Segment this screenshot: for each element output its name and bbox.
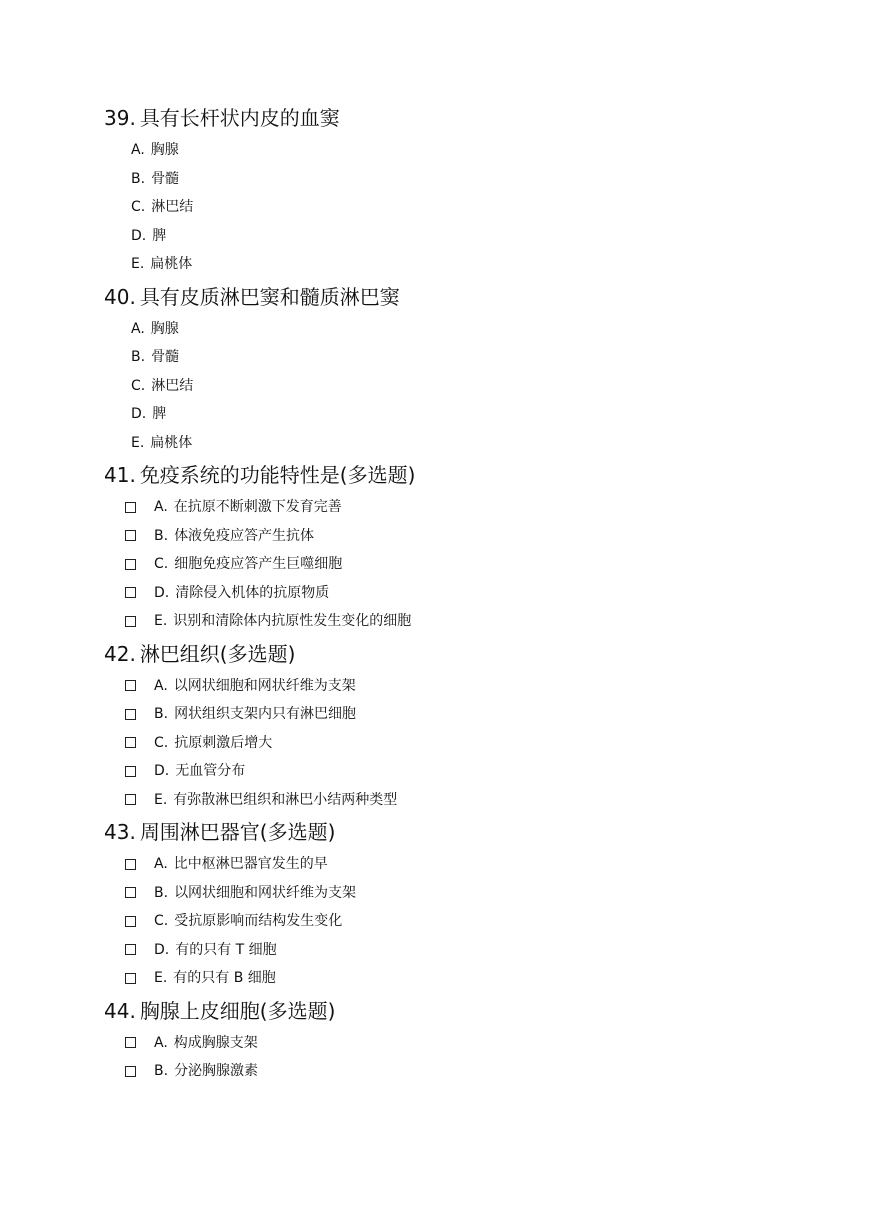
option-d xyxy=(104,757,804,786)
question-number: 41. xyxy=(104,463,136,487)
option-text: 无血管分布 xyxy=(175,763,246,779)
option-b xyxy=(104,879,804,908)
option-letter: E. xyxy=(154,791,168,808)
question-39 xyxy=(104,100,804,279)
question-number: 40. xyxy=(104,284,136,309)
option-letter: B. xyxy=(131,170,146,187)
option-e[interactable] xyxy=(104,429,804,458)
question-40 xyxy=(104,279,804,458)
option-text: 胸腺 xyxy=(150,142,179,158)
option-letter: B. xyxy=(131,349,146,365)
question-44 xyxy=(104,993,804,1086)
checkbox[interactable] xyxy=(125,737,136,748)
option-letter: A. xyxy=(154,499,168,515)
question-title xyxy=(104,279,804,315)
option-list xyxy=(104,493,804,636)
option-text: 有的只有 T 细胞 xyxy=(175,941,277,958)
checkbox[interactable] xyxy=(125,1037,136,1048)
checkbox[interactable] xyxy=(125,944,136,955)
option-text: 骨髓 xyxy=(151,349,180,365)
question-text: 具有皮质淋巴窦和髓质淋巴窦 xyxy=(139,284,400,309)
checkbox[interactable] xyxy=(125,587,136,598)
checkbox[interactable] xyxy=(125,616,136,627)
option-text: 淋巴结 xyxy=(151,377,194,394)
question-number: 44. xyxy=(104,998,136,1023)
question-text: 淋巴组织(多选题) xyxy=(139,641,296,666)
option-a[interactable] xyxy=(104,315,804,344)
option-letter: B. xyxy=(154,1063,169,1079)
option-text: 扁桃体 xyxy=(150,434,193,451)
checkbox[interactable] xyxy=(125,502,136,513)
option-text: 构成胸腺支架 xyxy=(173,1034,258,1051)
option-a xyxy=(104,493,804,522)
question-text: 具有长杆状内皮的血窦 xyxy=(139,106,340,130)
option-text: 脾 xyxy=(152,406,167,422)
option-e[interactable] xyxy=(104,250,804,279)
option-letter: E. xyxy=(131,434,145,451)
checkbox[interactable] xyxy=(125,916,136,927)
option-b[interactable] xyxy=(104,165,804,194)
option-text: 有的只有 B 细胞 xyxy=(173,970,276,986)
option-d xyxy=(104,936,804,965)
option-letter: D. xyxy=(154,763,170,779)
question-title xyxy=(104,814,804,850)
option-b xyxy=(104,700,804,729)
option-letter: C. xyxy=(154,556,169,572)
option-b xyxy=(104,522,804,551)
option-c xyxy=(104,550,804,579)
option-letter: C. xyxy=(154,734,169,751)
question-text: 胸腺上皮细胞(多选题) xyxy=(139,998,336,1023)
option-e xyxy=(104,964,804,993)
option-letter: D. xyxy=(154,584,170,601)
question-title xyxy=(104,993,804,1029)
checkbox[interactable] xyxy=(125,680,136,691)
checkbox[interactable] xyxy=(125,794,136,805)
question-42 xyxy=(104,636,804,815)
option-letter: B. xyxy=(154,884,169,901)
question-text: 免疫系统的功能特性是(多选题) xyxy=(139,463,416,487)
option-letter: B. xyxy=(154,706,169,722)
option-a xyxy=(104,850,804,879)
option-text: 受抗原影响而结构发生变化 xyxy=(174,913,343,929)
question-list xyxy=(104,100,804,1086)
question-number: 39. xyxy=(104,106,136,130)
option-list xyxy=(104,1029,804,1086)
option-letter: C. xyxy=(131,199,146,215)
option-text: 网状组织支架内只有淋巴细胞 xyxy=(174,706,357,722)
option-letter: A. xyxy=(154,1034,168,1051)
checkbox[interactable] xyxy=(125,973,136,984)
checkbox[interactable] xyxy=(125,709,136,720)
option-e xyxy=(104,786,804,815)
question-number: 43. xyxy=(104,820,136,844)
option-c[interactable] xyxy=(104,372,804,401)
question-number: 42. xyxy=(104,641,136,666)
checkbox[interactable] xyxy=(125,887,136,898)
option-text: 扁桃体 xyxy=(150,256,193,272)
option-d[interactable] xyxy=(104,400,804,429)
option-list xyxy=(104,850,804,993)
option-text: 胸腺 xyxy=(150,320,179,337)
option-letter: A. xyxy=(154,856,168,872)
option-text: 抗原刺激后增大 xyxy=(174,734,273,751)
option-text: 清除侵入机体的抗原物质 xyxy=(175,584,330,601)
option-text: 在抗原不断刺激下发育完善 xyxy=(173,499,342,515)
option-e xyxy=(104,607,804,636)
option-text: 识别和清除体内抗原性发生变化的细胞 xyxy=(173,613,412,629)
option-text: 淋巴结 xyxy=(151,199,194,215)
option-letter: D. xyxy=(131,406,147,422)
checkbox[interactable] xyxy=(125,766,136,777)
option-c xyxy=(104,729,804,758)
option-d[interactable] xyxy=(104,222,804,251)
checkbox[interactable] xyxy=(125,1066,136,1077)
question-title xyxy=(104,457,804,493)
question-41 xyxy=(104,457,804,636)
option-text: 分泌胸腺激素 xyxy=(174,1063,259,1079)
option-text: 脾 xyxy=(152,227,167,244)
option-text: 体液免疫应答产生抗体 xyxy=(174,527,315,544)
option-letter: B. xyxy=(154,527,169,544)
option-list xyxy=(104,315,804,458)
option-a xyxy=(104,1029,804,1058)
option-c xyxy=(104,907,804,936)
option-a[interactable] xyxy=(104,136,804,165)
option-list xyxy=(104,136,804,279)
option-text: 以网状细胞和网状纤维为支架 xyxy=(174,884,357,901)
option-c[interactable] xyxy=(104,193,804,222)
option-a xyxy=(104,672,804,701)
option-letter: A. xyxy=(154,677,168,694)
option-letter: D. xyxy=(154,941,170,958)
question-43 xyxy=(104,814,804,993)
option-b[interactable] xyxy=(104,343,804,372)
option-letter: C. xyxy=(131,377,146,394)
question-title xyxy=(104,100,804,136)
option-b xyxy=(104,1057,804,1086)
option-d xyxy=(104,579,804,608)
checkbox[interactable] xyxy=(125,559,136,570)
option-text: 比中枢淋巴器官发生的早 xyxy=(173,856,328,872)
option-list xyxy=(104,672,804,815)
question-text: 周围淋巴器官(多选题) xyxy=(139,820,336,844)
option-text: 细胞免疫应答产生巨噬细胞 xyxy=(174,556,343,572)
checkbox[interactable] xyxy=(125,859,136,870)
option-text: 以网状细胞和网状纤维为支架 xyxy=(173,677,356,694)
checkbox[interactable] xyxy=(125,530,136,541)
option-letter: C. xyxy=(154,913,169,929)
option-letter: A. xyxy=(131,320,145,337)
option-text: 骨髓 xyxy=(151,170,180,187)
option-letter: E. xyxy=(154,613,168,629)
option-letter: E. xyxy=(131,256,145,272)
option-letter: A. xyxy=(131,142,145,158)
option-letter: E. xyxy=(154,970,168,986)
option-text: 有弥散淋巴组织和淋巴小结两种类型 xyxy=(173,791,398,808)
question-title xyxy=(104,636,804,672)
option-letter: D. xyxy=(131,227,147,244)
